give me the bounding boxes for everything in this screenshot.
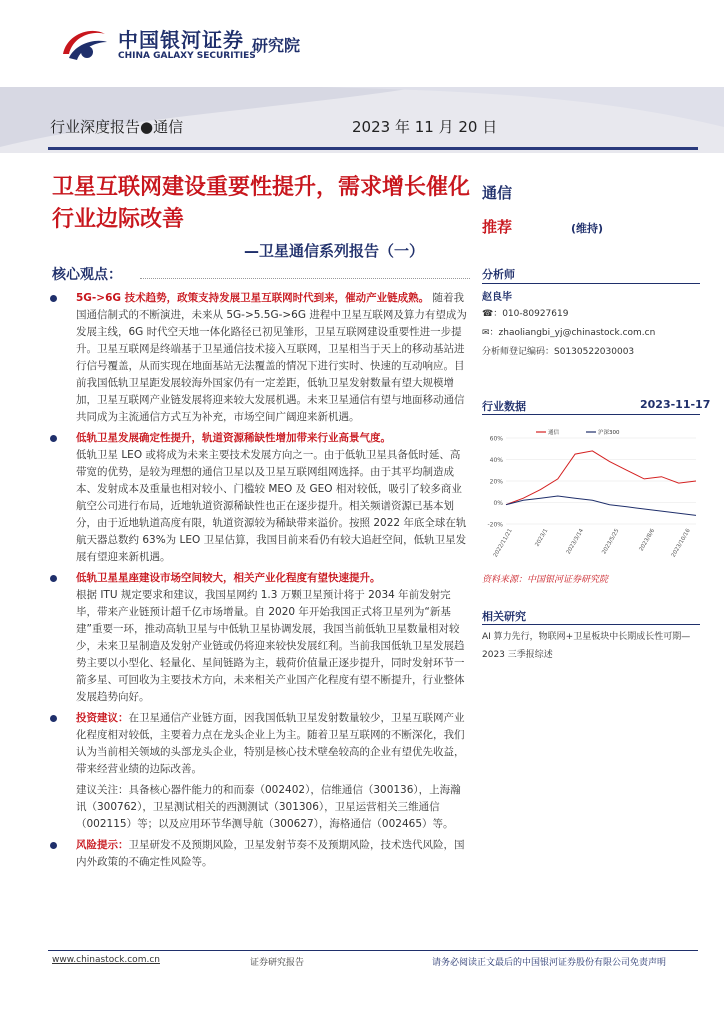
legend-label: 通信 bbox=[548, 430, 560, 436]
rating-label: 推荐 bbox=[482, 218, 513, 236]
report-subtitle: —卫星通信系列报告（一） bbox=[244, 242, 425, 260]
brand-name-en: CHINA GALAXY SECURITIES bbox=[118, 51, 256, 61]
industry-label: 通信 bbox=[482, 184, 513, 202]
analyst-name: 赵良毕 bbox=[482, 292, 512, 303]
related-heading: 相关研究 bbox=[482, 610, 526, 623]
bullet-icon bbox=[50, 295, 57, 302]
investment-label: 投资建议： bbox=[76, 712, 129, 724]
analyst-rule bbox=[482, 283, 700, 284]
bullet-icon bbox=[50, 715, 57, 722]
core-point-2 bbox=[48, 430, 468, 566]
point-1-body: 随着我国通信制式的不断演进，未来从 5G->5.5G->6G 进程中卫星互联网及算力有望成为发展主线，6G 时代空天地一体化路径已初见雏形，卫星互联网建设重要性进一步提升。卫星互联网是终端基于卫星通信技术接入互联网，卫星相当于天上的移动基站进行信号覆盖，从而实现在地面基站无法覆盖的情况下进行实时、快速的互动响应。目前我国低轨卫星距发展较海外国家仍有一定差距，低轨卫星发射数量有望大规模增加，卫星互联网产业链发展将迎来较大发展机遇。未来卫星通信有望与地面移动通信共同成为主流通信方式互为补充，市场空间广阔迎来新机遇。 bbox=[76, 292, 467, 423]
core-point-1 bbox=[48, 290, 468, 426]
core-point-3 bbox=[48, 570, 468, 706]
report-type: 行业深度报告●通信 bbox=[50, 118, 184, 136]
point-1-head: 5G->6G 技术趋势，政策支持发展卫星互联网时代到来，催动产业链成熟。 bbox=[76, 292, 430, 304]
point-2-body: 低轨卫星 LEO 或将成为未来主要技术发展方向之一。由于低轨卫星具备低时延、高带宽的优势，是较为理想的通信卫星以及卫星互联网组网选择。由于其平均制造成本、发射成本及重量也相对较小、门槛较 MEO 及 GEO 相对较低，吸引了较多商业航空公司进行布局，近地轨道资源稀缺性也正在逐步提升。相关频谱资源已基本划分，由于近地轨道高度有限，轨道资源较为稀缺带来溢价。按照 2022 年底全球在轨航天器总数约 63%为 LEO 卫星估算，我国目前来看仍有较大追赶空间，低轨卫星发展有望迎来新机遇。 bbox=[76, 449, 467, 563]
risk-body: 卫星研发不及预期风险，卫星发射节奏不及预期风险，技术迭代风险，国内外政策的不确定性风险等。 bbox=[76, 839, 465, 868]
core-body bbox=[48, 290, 468, 875]
header-rule bbox=[48, 147, 698, 150]
market-heading: 行业数据 bbox=[482, 400, 526, 413]
x-tick-label: 2023/5/25 bbox=[601, 528, 621, 556]
point-2-head: 低轨卫星发展确定性提升，轨道资源稀缺性增加带来行业高景气度。 bbox=[76, 432, 391, 444]
bullet-icon bbox=[50, 435, 57, 442]
analyst-phone: ☎：010-80927619 bbox=[482, 309, 569, 319]
x-tick-label: 2023/1 bbox=[534, 528, 550, 548]
analyst-email: ✉：zhaoliangbi_yj@chinastock.com.cn bbox=[482, 328, 656, 338]
point-3-body: 根据 ITU 规定要求和建议，我国星网约 1.3 万颗卫星预计将于 2034 年前发射完毕，带来产业链预计超千亿市场增量。自 2020 年开始我国正式将卫星列为“新基建”重要一环，推动高轨卫星与中低轨卫星协调发展，我国当前低轨卫星数量相对较少，未来卫星制造及发射产业链或仍将迎来较快发展红利。当前我国低轨卫星发展趋势主要以小型化、轻量化、星间链路为主，载荷价值量正逐步提升，同时发射环节一箭多星、可回收为主要技术方向，未来相关产业国产化程度有望不断提升，行业整体发展趋势向好。 bbox=[76, 589, 465, 703]
report-date: 2023 年 11 月 20 日 bbox=[352, 118, 498, 136]
y-tick-label: 40% bbox=[489, 457, 503, 464]
institute-label: 研究院 bbox=[252, 36, 301, 55]
market-rule bbox=[482, 414, 700, 415]
dotted-divider bbox=[140, 278, 470, 279]
x-tick-label: 2022/11/21 bbox=[492, 528, 514, 559]
core-point-5 bbox=[48, 837, 468, 871]
report-title: 卫星互联网建设重要性提升，需求增长催化行业边际改善 bbox=[52, 175, 471, 232]
rating-note: (维持) bbox=[571, 222, 604, 235]
series-line-1 bbox=[506, 451, 696, 505]
chart-source: 资料来源：中国银河证券研究院 bbox=[482, 575, 609, 585]
galaxy-logo-icon bbox=[57, 24, 113, 68]
footer-center: 证券研究报告 bbox=[250, 958, 305, 968]
risk-label: 风险提示： bbox=[76, 839, 129, 851]
brand-name-cn: 中国银河证券 bbox=[118, 28, 244, 52]
analyst-heading: 分析师 bbox=[482, 268, 515, 281]
y-tick-label: 60% bbox=[489, 435, 503, 443]
recommend-stocks: 建议关注：具备核心器件能力的和而泰（002402），信维通信（300136），上海瀚讯（300762），卫星测试相关的西测测试（301306），卫星运营相关三维通信（002115）等；以及应用环节华测导航（300627），海格通信（002465）等。 bbox=[76, 784, 461, 830]
y-tick-label: 20% bbox=[489, 478, 503, 486]
industry-chart bbox=[482, 424, 702, 564]
bullet-icon bbox=[50, 842, 57, 849]
related-rule bbox=[482, 624, 700, 625]
footer-rule bbox=[48, 950, 698, 951]
analyst-cert: 分析师登记编码：S0130522030003 bbox=[482, 347, 635, 357]
core-point-4 bbox=[48, 710, 468, 778]
investment-body: 在卫星通信产业链方面，因我国低轨卫星发射数量较少，卫星互联网产业化程度相对较低，主要着力点在龙头企业上为主。随着卫星互联网的不断深化，我们认为当前相关领域的头部龙头企业，特别是核心技术壁垒较高的企业有望优先收益，带来经营业绩的边际改善。 bbox=[76, 712, 465, 775]
related-item[interactable]: AI 算力先行，物联网+卫星板块中长期成长性可期—2023 三季报综述 bbox=[482, 632, 691, 660]
point-3-head: 低轨卫星星座建设市场空间较大，相关产业化程度有望快速提升。 bbox=[76, 572, 381, 584]
x-tick-label: 2023/3/14 bbox=[565, 528, 585, 556]
bullet-icon bbox=[50, 575, 57, 582]
footer-url-link[interactable]: www.chinastock.com.cn bbox=[52, 955, 160, 965]
footer-disclaimer: 请务必阅读正文最后的中国银河证券股份有限公司免责声明 bbox=[432, 958, 667, 968]
legend-label: 沪深300 bbox=[598, 430, 620, 436]
y-tick-label: 0% bbox=[493, 500, 503, 507]
market-date: 2023-11-17 bbox=[640, 398, 711, 411]
series-line-2 bbox=[506, 496, 696, 515]
x-tick-label: 2023/10/16 bbox=[670, 528, 692, 559]
x-tick-label: 2023/8/6 bbox=[638, 528, 657, 553]
core-heading: 核心观点： bbox=[52, 267, 122, 283]
y-tick-label: -20% bbox=[487, 521, 503, 529]
